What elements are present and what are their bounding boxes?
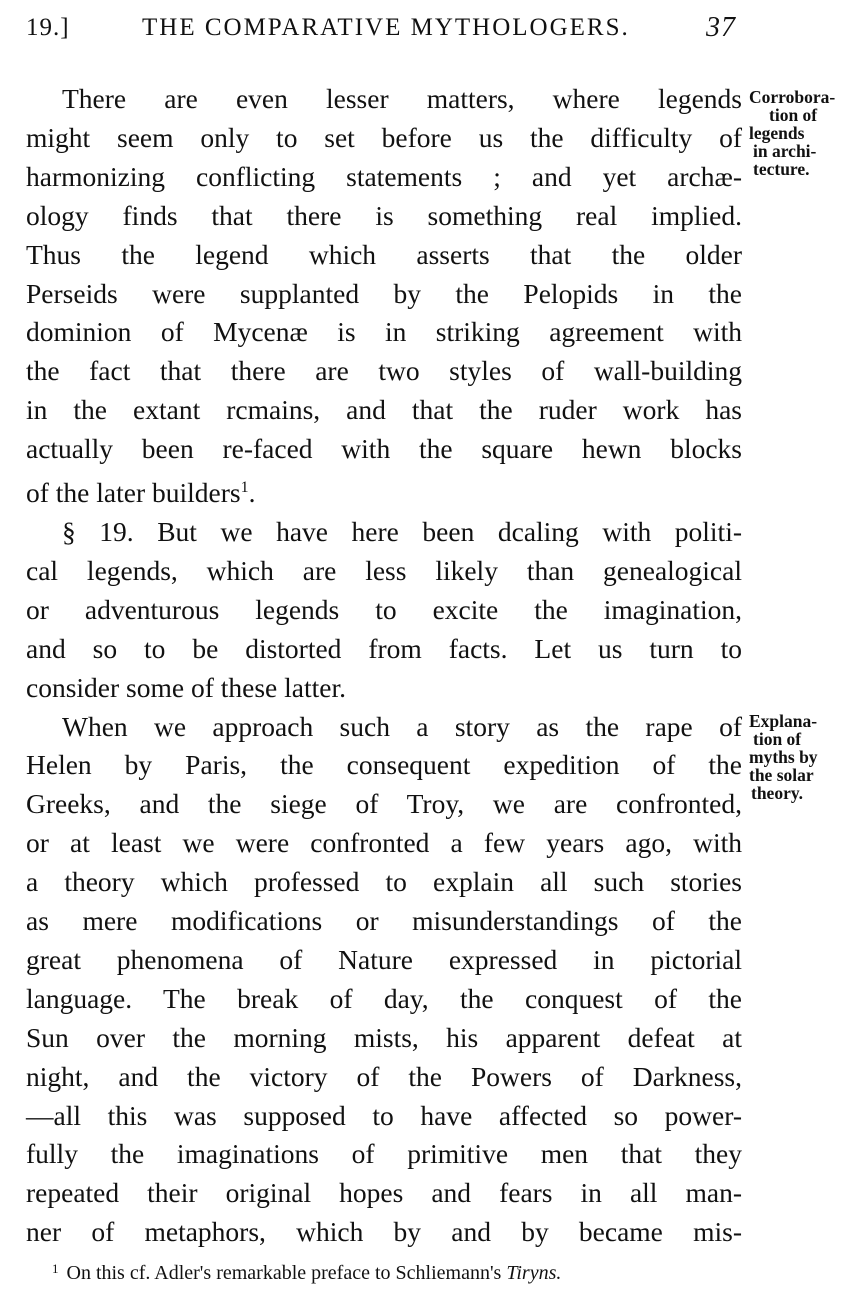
sidenote-corroboration	[749, 88, 857, 178]
paragraph-3	[26, 708, 742, 1253]
sidenote-line: tion of	[769, 105, 818, 125]
footnote	[52, 1256, 561, 1286]
text-line-last	[26, 469, 742, 513]
running-head	[22, 12, 742, 48]
text-fragment: of the later builders	[26, 477, 241, 509]
text-line: great phenomena of Nature expressed in pictorial	[26, 943, 742, 975]
text-line: and so to be distorted from facts. Let us turn to	[26, 632, 742, 664]
text-line: Perseids were supplanted by the Pelopids in the	[26, 277, 742, 309]
text-line: Sun over the morning mists, his apparent defeat at	[26, 1021, 742, 1053]
text-line: —all this was supposed to have affected so power-	[26, 1099, 742, 1131]
text-line: Helen by Paris, the consequent expedition of the	[26, 749, 742, 781]
sidenote-explanation	[749, 712, 857, 802]
sidenote-line: Corrobora-	[749, 87, 836, 107]
text-line: Greeks, and the siege of Troy, we are confronted,	[26, 788, 742, 820]
text-line: harmonizing conflicting statements ; and yet archæ-	[26, 160, 742, 192]
text-line: or at least we were confronted a few years ago, with	[26, 827, 742, 859]
text-line: a theory which professed to explain all such stories	[26, 866, 742, 898]
footnote-text: On this cf. Adler's remarkable preface to Schliemann's	[66, 1262, 502, 1284]
text-line: There are even lesser matters, where legends	[62, 83, 742, 114]
footnote-italic-title: Tiryns.	[506, 1262, 562, 1284]
text-line-last: consider some of these latter.	[26, 671, 346, 703]
text-line: Thus the legend which asserts that the older	[26, 238, 742, 270]
text-line: § 19. But we have here been dcaling with politi-	[62, 515, 742, 547]
text-line: night, and the victory of the Powers of Darkness,	[26, 1060, 742, 1092]
paragraph-1	[26, 80, 742, 513]
sidenote-line: in archi-	[753, 141, 817, 161]
sidenote-line: legends	[749, 123, 805, 143]
text-line: When we approach such a story as the rape of	[62, 710, 742, 742]
text-line: ner of metaphors, which by and by became mis-	[26, 1216, 742, 1248]
footnote-reference: 1	[240, 479, 249, 497]
sidenote-line: tecture.	[753, 159, 810, 179]
text-line: might seem only to set before us the difficulty of	[26, 121, 742, 153]
text-line: language. The break of day, the conquest of the	[26, 982, 742, 1014]
paragraph-2	[26, 513, 742, 708]
text-line: actually been re-faced with the square hewn blocks	[26, 433, 742, 465]
text-line: as mere modifications or misunderstandings of the	[26, 905, 742, 937]
text-line: ology finds that there is something real implied.	[26, 199, 742, 231]
sidenote-line: Explana-	[749, 711, 818, 731]
footnote-marker: 1	[52, 1261, 59, 1276]
sidenote-line: theory.	[751, 783, 804, 803]
sidenote-line: tion of	[753, 729, 802, 749]
text-line: repeated their original hopes and fears in all man-	[26, 1177, 742, 1209]
sidenote-line: myths by	[749, 747, 818, 767]
section-number: 19.]	[26, 14, 70, 41]
text-fragment: .	[248, 477, 256, 509]
sidenote-line: the solar	[749, 765, 814, 785]
text-line: cal legends, which are less likely than genealogical	[26, 554, 742, 586]
text-line: dominion of Mycenæ is in striking agreement with	[26, 316, 742, 348]
text-line: fully the imaginations of primitive men that they	[26, 1138, 742, 1170]
body-text	[26, 80, 742, 1252]
page-number: 37	[706, 12, 736, 43]
text-line: or adventurous legends to excite the imagination,	[26, 593, 742, 625]
text-line: the fact that there are two styles of wall-building	[26, 355, 742, 387]
text-line: in the extant rcmains, and that the ruder work has	[26, 394, 742, 426]
chapter-title: THE COMPARATIVE MYTHOLOGERS.	[142, 14, 630, 41]
